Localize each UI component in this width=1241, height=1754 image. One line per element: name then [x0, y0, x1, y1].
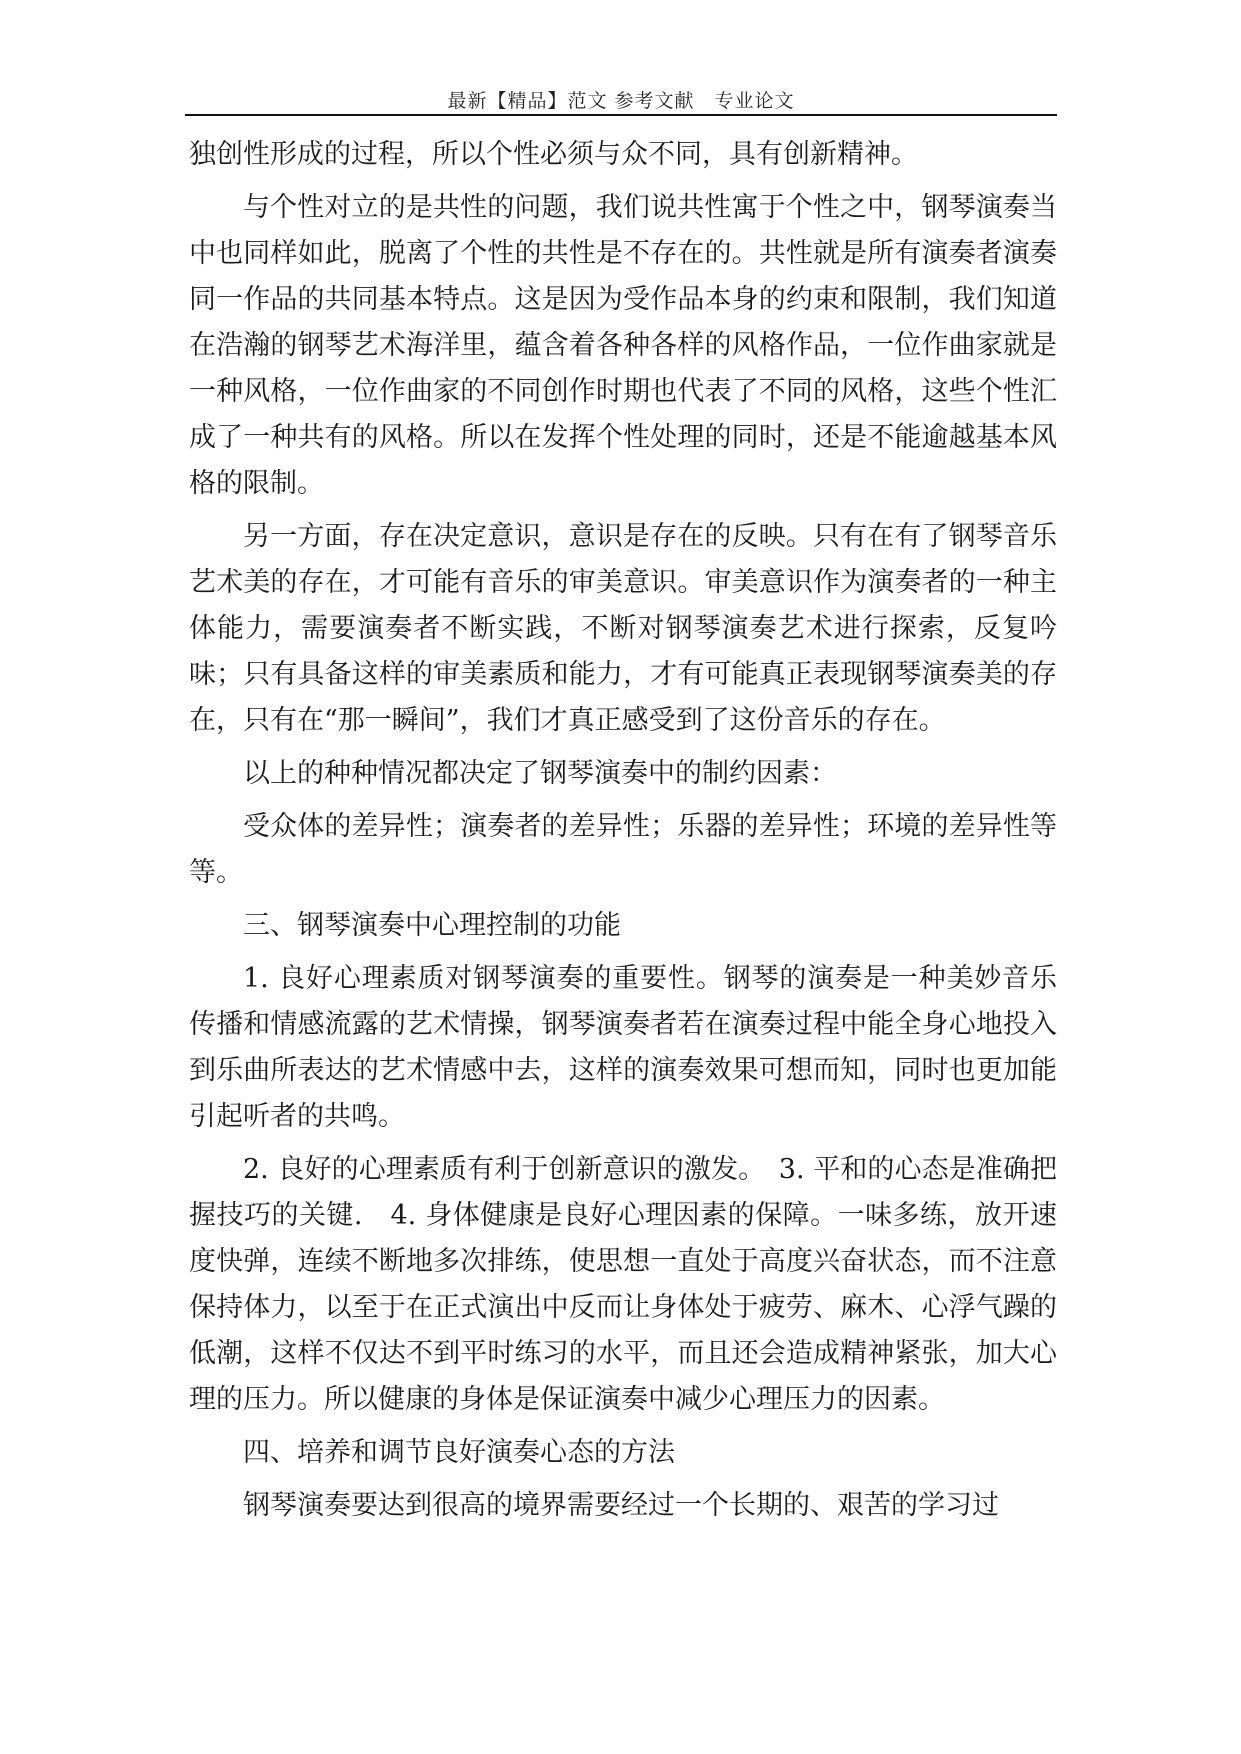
- paragraph-3: 另一方面，存在决定意识，意识是存在的反映。只有在有了钢琴音乐艺术美的存在，才可能有音乐的审美意识。审美意识作为演奏者的一种主体能力，需要演奏者不断实践，不断对钢琴演奏艺术进行探索，反复吟味；只有具备这样的审美素质和能力，才有可能真正表现钢琴演奏美的存在，只有在“那一瞬间”，我们才真正感受到了这份音乐的存在。: [189, 521, 1057, 736]
- header-divider: [185, 114, 1057, 116]
- paragraph-5: 受众体的差异性；演奏者的差异性；乐器的差异性；环境的差异性等等。: [189, 811, 1057, 888]
- paragraph-4: 以上的种种情况都决定了钢琴演奏中的制约因素：: [243, 758, 837, 789]
- paragraph-1: 独创性形成的过程，所以个性必须与众不同，具有创新精神。: [189, 139, 918, 170]
- section-heading-4: 四、培养和调节良好演奏心态的方法: [243, 1437, 675, 1468]
- document-body: [189, 132, 1057, 1536]
- section-heading-3: 三、钢琴演奏中心理控制的功能: [243, 910, 621, 941]
- paragraph-2: 与个性对立的是共性的问题，我们说共性寓于个性之中，钢琴演奏当中也同样如此，脱离了个性的共性是不存在的。共性就是所有演奏者演奏同一作品的共同基本特点。这是因为受作品本身的约束和限制，我们知道在浩瀚的钢琴艺术海洋里，蕴含着各种各样的风格作品，一位作曲家就是一种风格，一位作曲家的不同创作时期也代表了不同的风格，这些个性汇成了一种共有的风格。所以在发挥个性处理的同时，还是不能逾越基本风格的限制。: [189, 192, 1057, 499]
- paragraph-8: 2. 良好的心理素质有利于创新意识的激发。 3. 平和的心态是准确把握技巧的关键. 4. 身体健康是良好心理因素的保障。一味多练，放开速度快弹，连续不断地多次排练，使思想一直处于高度兴奋状态，而不注意保持体力，以至于在正式演出中反而让身体处于疲劳、麻木、心浮气躁的低潮，这样不仅达不到平时练习的水平，而且还会造成精神紧张，加大心理的压力。所以健康的身体是保证演奏中减少心理压力的因素。: [189, 1154, 1057, 1415]
- paragraph-10: 钢琴演奏要达到很高的境界需要经过一个长期的、艰苦的学习过: [243, 1490, 999, 1521]
- paragraph-7: 1. 良好心理素质对钢琴演奏的重要性。钢琴的演奏是一种美妙音乐传播和情感流露的艺术情操，钢琴演奏者若在演奏过程中能全身心地投入到乐曲所表达的艺术情感中去，这样的演奏效果可想而知，同时也更加能引起听者的共鸣。: [189, 963, 1057, 1132]
- page-header: 最新【精品】范文 参考文献 专业论文: [447, 90, 795, 112]
